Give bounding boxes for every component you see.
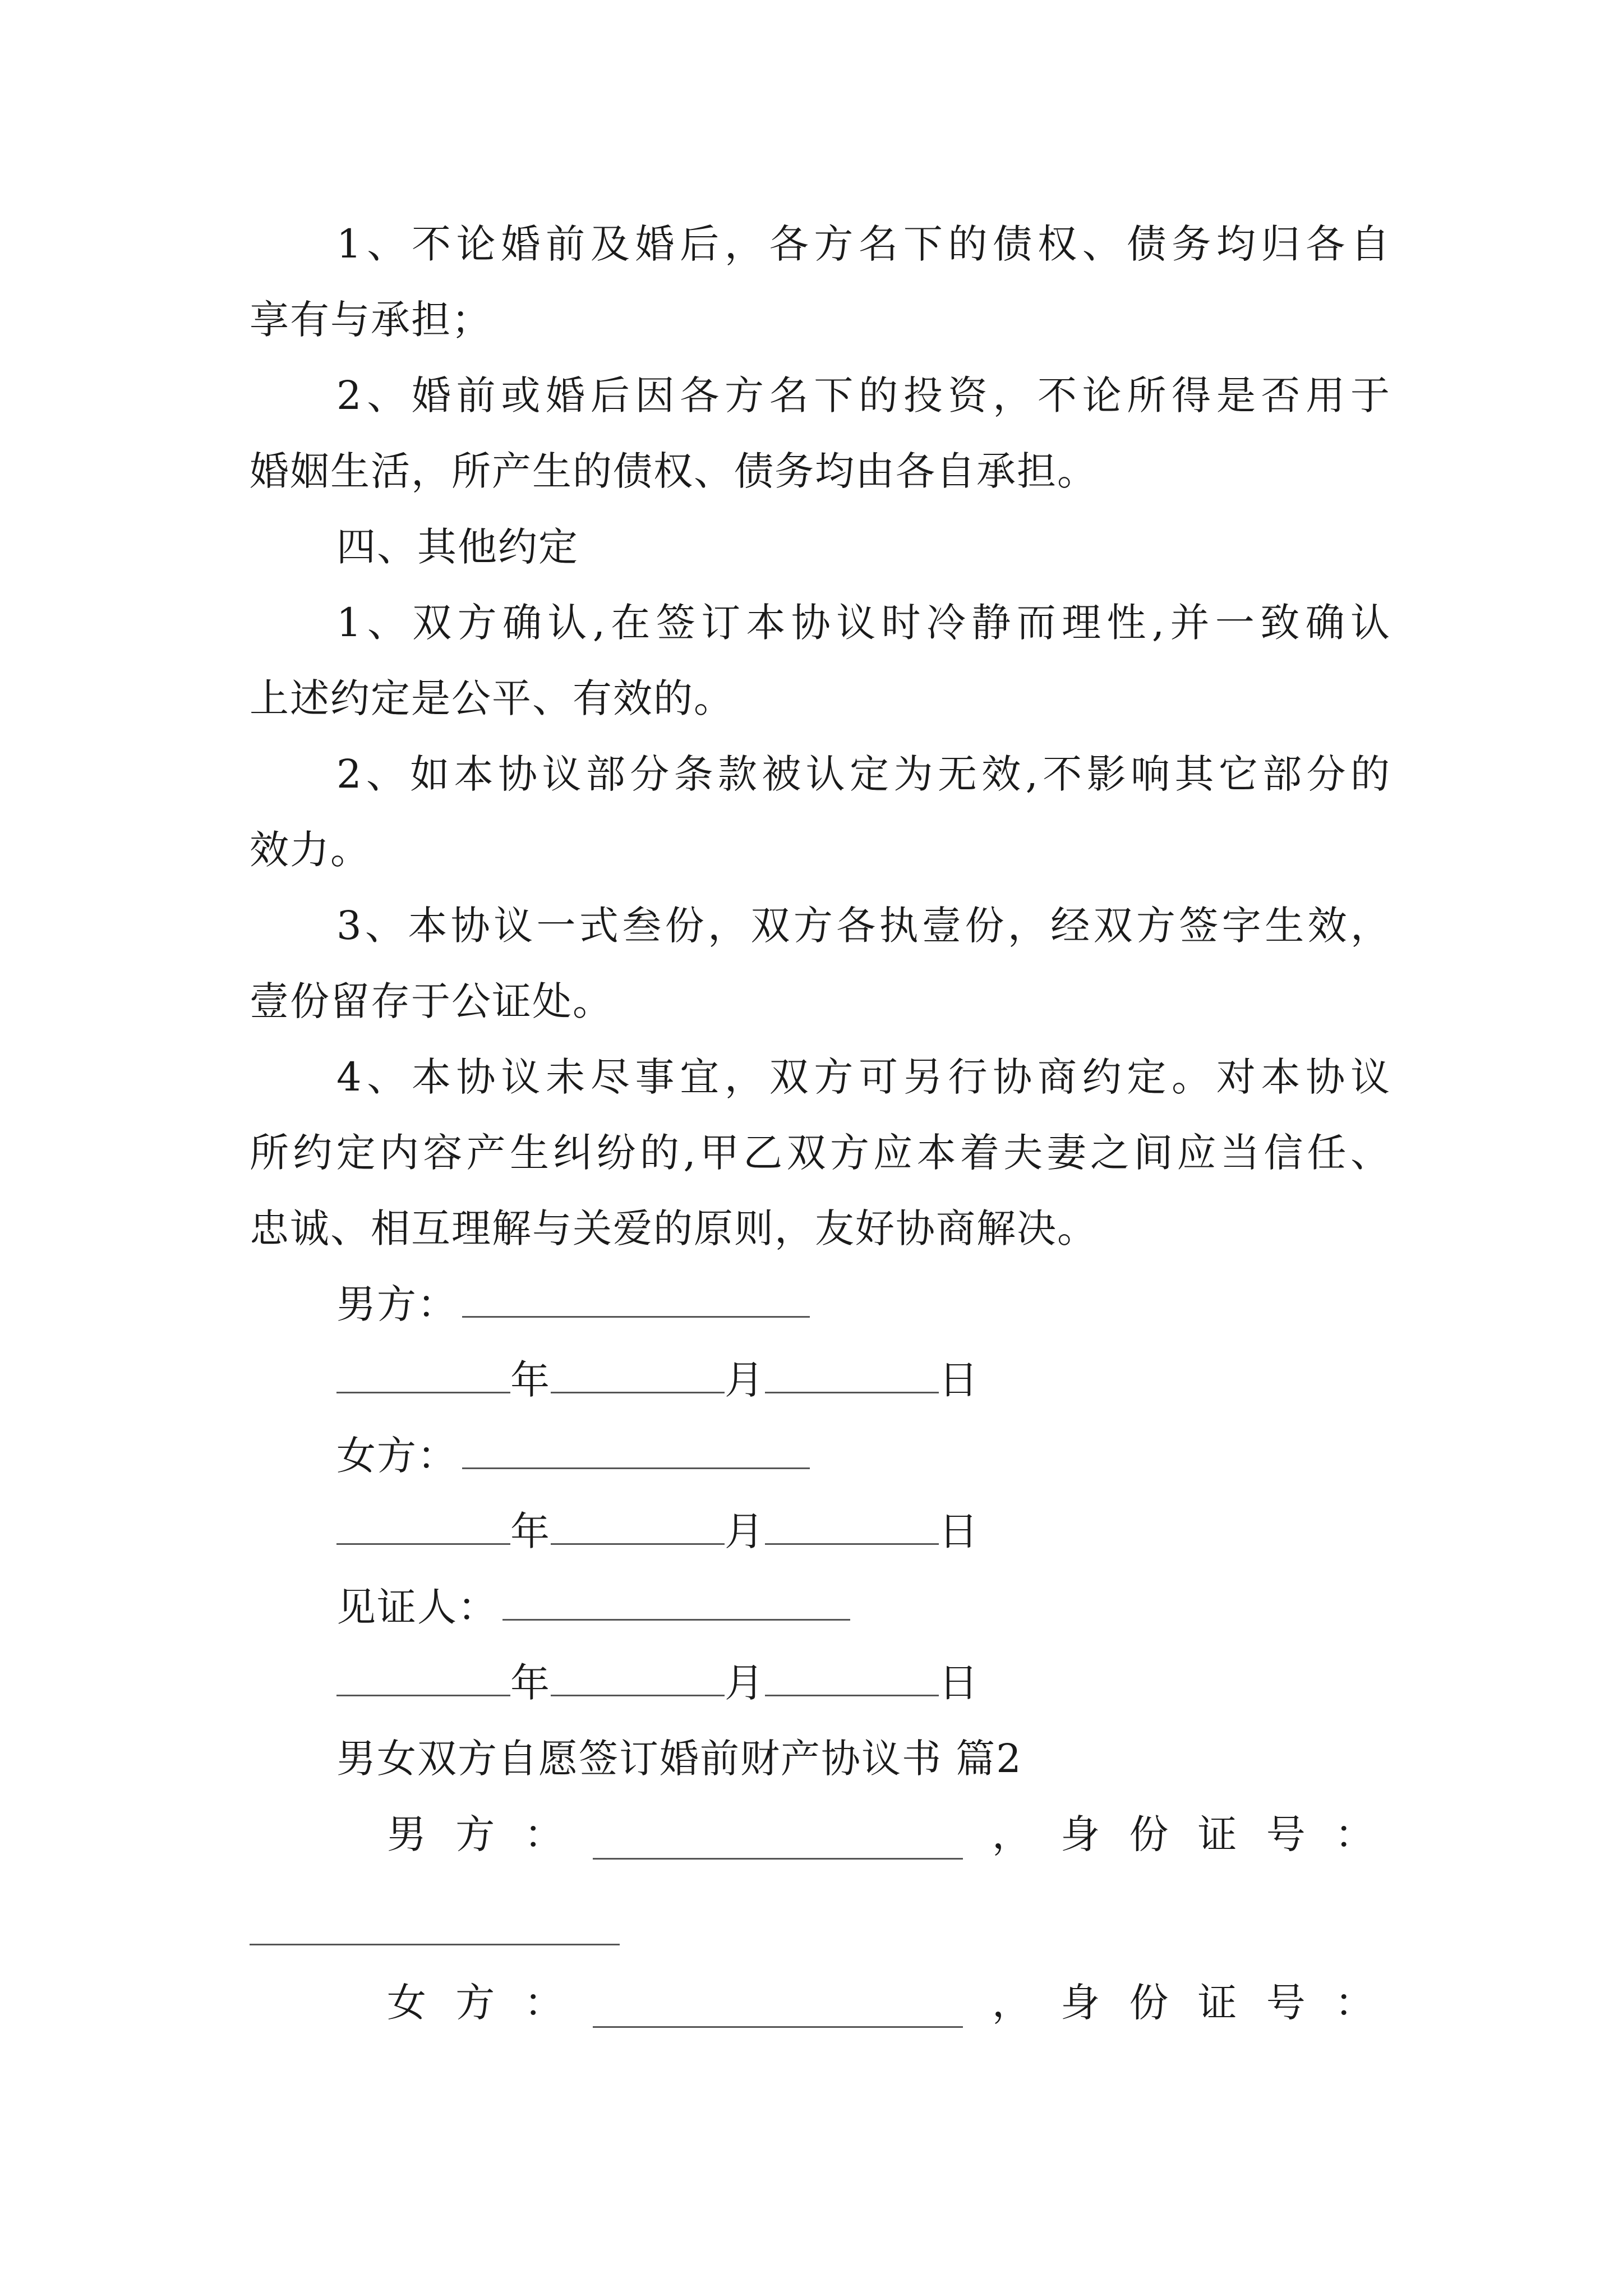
part2-male-id-char-4: 号 xyxy=(1266,1811,1306,1857)
section4-item2-line2: 效力。 xyxy=(250,827,371,873)
witness-name-blank[interactable] xyxy=(502,1584,850,1621)
day-label: 日 xyxy=(939,1357,979,1403)
year-label: 年 xyxy=(510,1357,551,1403)
witness-year-blank[interactable] xyxy=(336,1660,510,1696)
section3-item2-line2: 婚姻生活，所产生的债权、债务均由各自承担。 xyxy=(250,448,1098,494)
part2-male-char-2: 方 xyxy=(455,1811,495,1857)
part2-male-id-char-3: 证 xyxy=(1197,1811,1237,1857)
part2-female-comma: ， xyxy=(992,1980,1031,2026)
male-label: 男方： xyxy=(336,1281,458,1327)
day-label: 日 xyxy=(939,1508,979,1554)
section3-item1-line2: 享有与承担； xyxy=(250,297,492,343)
male-date-row xyxy=(336,1355,979,1405)
part2-female-char-3: ： xyxy=(524,1980,564,2026)
part2-male-id-char-5: ： xyxy=(1334,1811,1374,1857)
part2-female-id-char-5: ： xyxy=(1334,1980,1374,2026)
year-label: 年 xyxy=(510,1660,551,1706)
female-name-blank[interactable] xyxy=(462,1433,810,1469)
part2-female-name-blank[interactable] xyxy=(593,1991,963,2028)
male-day-blank[interactable] xyxy=(765,1357,939,1393)
male-signature-row xyxy=(336,1279,810,1329)
section4-item1-line2: 上述约定是公平、有效的。 xyxy=(250,675,734,721)
female-signature-row xyxy=(336,1430,810,1481)
male-name-blank[interactable] xyxy=(462,1281,810,1318)
female-year-blank[interactable] xyxy=(336,1508,510,1545)
section4-heading: 四、其他约定 xyxy=(336,524,579,570)
part2-male-row xyxy=(387,1809,1374,1860)
witness-day-blank[interactable] xyxy=(765,1660,939,1696)
section3-item2-line1: 2、婚前或婚后因各方名下的投资，不论所得是否用于 xyxy=(336,372,1391,418)
female-date-row xyxy=(336,1506,979,1557)
month-label: 月 xyxy=(725,1660,765,1706)
male-month-blank[interactable] xyxy=(551,1357,725,1393)
section4-item2-line1: 2、如本协议部分条款被认定为无效,不影响其它部分的 xyxy=(336,751,1391,797)
part2-female-id-char-4: 号 xyxy=(1266,1980,1306,2026)
section4-item3-line1: 3、本协议一式叁份，双方各执壹份，经双方签字生效， xyxy=(336,903,1391,949)
section3-item1-line1: 1、不论婚前及婚后，各方名下的债权、债务均归各自 xyxy=(336,221,1391,267)
part2-female-char-2: 方 xyxy=(455,1980,495,2026)
day-label: 日 xyxy=(939,1660,979,1706)
part2-female-row xyxy=(387,1977,1374,2028)
section4-item4-line1: 4、本协议未尽事宜，双方可另行协商约定。对本协议 xyxy=(336,1054,1391,1100)
witness-month-blank[interactable] xyxy=(551,1660,725,1696)
part2-female-char-1: 女 xyxy=(387,1980,426,2026)
month-label: 月 xyxy=(725,1357,765,1403)
part2-female-id-char-2: 份 xyxy=(1129,1980,1169,2026)
part2-male-name-blank[interactable] xyxy=(593,1823,963,1860)
witness-label: 见证人： xyxy=(336,1584,498,1630)
part2-female-id-char-1: 身 xyxy=(1061,1980,1100,2026)
part2-title: 男女双方自愿签订婚前财产协议书 篇2 xyxy=(336,1736,1022,1782)
part2-male-char-1: 男 xyxy=(387,1811,426,1857)
part2-male-id-char-1: 身 xyxy=(1061,1811,1100,1857)
part2-male-char-3: ： xyxy=(524,1811,564,1857)
section4-item4-line2: 所约定内容产生纠纷的,甲乙双方应本着夫妻之间应当信任、 xyxy=(250,1130,1391,1176)
section4-item4-line3: 忠诚、相互理解与关爱的原则，友好协商解决。 xyxy=(250,1205,1098,1251)
male-year-blank[interactable] xyxy=(336,1357,510,1393)
female-month-blank[interactable] xyxy=(551,1508,725,1545)
month-label: 月 xyxy=(725,1508,765,1554)
female-day-blank[interactable] xyxy=(765,1508,939,1545)
section4-item3-line2: 壹份留存于公证处。 xyxy=(250,978,613,1024)
witness-signature-row xyxy=(336,1582,850,1632)
witness-date-row xyxy=(336,1658,979,1708)
section4-item1-line1: 1、双方确认,在签订本协议时冷静而理性,并一致确认 xyxy=(336,600,1391,646)
part2-female-id-char-3: 证 xyxy=(1197,1980,1237,2026)
year-label: 年 xyxy=(510,1508,551,1554)
part2-male-id-char-2: 份 xyxy=(1129,1811,1169,1857)
part2-male-comma: ， xyxy=(992,1811,1031,1857)
female-label: 女方： xyxy=(336,1433,458,1479)
part2-male-id-blank[interactable] xyxy=(250,1944,620,1945)
